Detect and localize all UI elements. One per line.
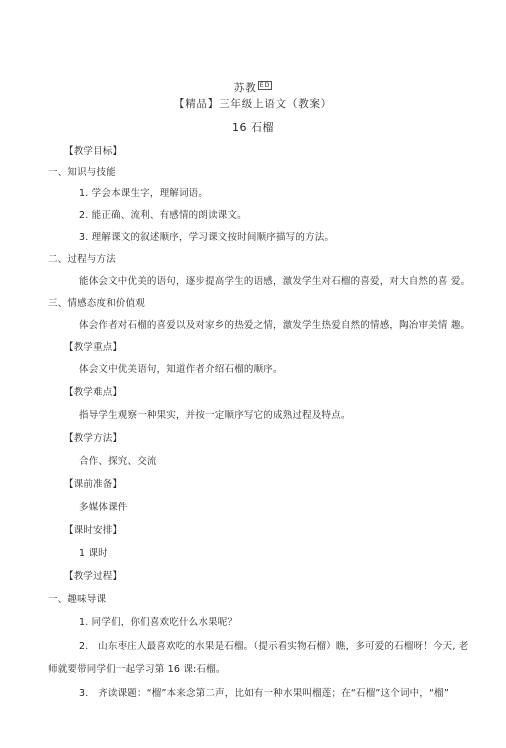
subheading-attitude: 三、情感态度和价值观 [48,298,146,309]
objective-3: 3. 理解课文的叙述顺序，学习课文按时间顺序描写的方法。 [79,232,335,243]
step-2: 2. 山东枣庄人最喜欢吃的水果是石榴。（提示看实物石榴）瞧，多可爱的石榴呀！今天, 老 [79,641,469,652]
methods-text: 合作、探究、交流 [79,456,157,467]
step-2-continued: 师就要带同学们一起学习第 16 课:石榴。 [48,664,226,675]
doc-title-publisher-text: 苏教 [233,82,257,94]
process-text: 能体会文中优美的语句，逐步提高学生的语感，激发学生对石榴的喜爱，对大自然的喜 爱。 [79,276,471,287]
step-3: 3. 齐读课题：“榴”本来念第二声，比如有一种水果叫榴莲；在“石榴”这个词中，“榴” [79,688,449,699]
schedule-text: 1 课时 [79,548,108,559]
lesson-title: 16 石榴 [232,121,274,134]
doc-title-publisher [0,80,506,95]
preparation-text: 多媒体课件 [79,502,128,513]
section-heading-process: 【教学过程】 [64,571,123,582]
section-heading-objectives: 【教学目标】 [64,146,123,157]
section-heading-difficulties: 【教学难点】 [64,387,123,398]
step-heading-intro: 一、趣味导课 [48,594,107,605]
subheading-knowledge: 一、知识与技能 [48,167,116,178]
key-points-text: 体会文中优美语句，知道作者介绍石榴的顺序。 [79,364,283,375]
attitude-text: 体会作者对石榴的喜爱以及对家乡的热爱之情，激发学生热爱自然的情感，陶冶审美情 趣。 [79,320,471,331]
objective-1: 1. 学会本课生字，理解词语。 [79,188,209,199]
doc-title-main: 【精品】三年级上语文（教案） [173,98,333,110]
publisher-mark: ED [259,81,271,89]
difficulties-text: 指导学生观察一种果实，并按一定顺序写它的成熟过程及特点。 [79,410,351,421]
objective-2: 2. 能正确、流利、有感情的朗读课文。 [79,210,247,221]
section-heading-preparation: 【课前准备】 [64,479,123,490]
section-heading-schedule: 【课时安排】 [64,525,123,536]
subheading-process: 二、过程与方法 [48,254,116,265]
section-heading-key-points: 【教学重点】 [64,342,123,353]
section-heading-methods: 【教学方法】 [64,433,123,444]
step-1: 1. 同学们，你们喜欢吃什么水果呢？ [79,617,238,628]
